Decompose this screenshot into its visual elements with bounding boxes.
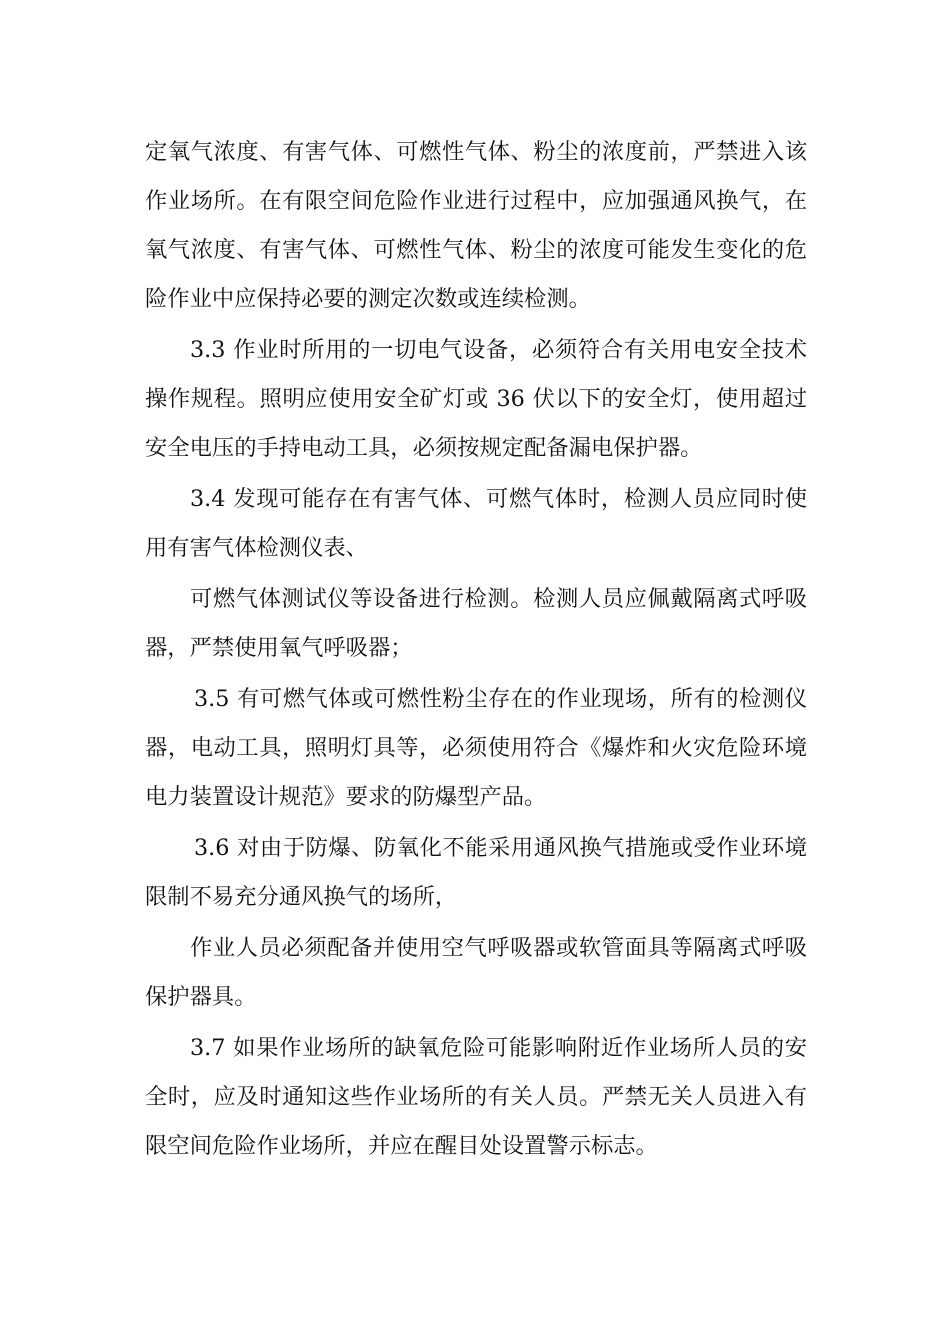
paragraph-3-6: 3.6 对由于防爆、防氧化不能采用通风换气措施或受作业环境限制不易充分通风换气的场所，: [145, 835, 807, 910]
paragraph-3-4-continued: 可燃气体测试仪等设备进行检测。检测人员应佩戴隔离式呼吸器，严禁使用氧气呼吸器；: [145, 586, 807, 661]
paragraph-3-4: 3.4 发现可能存在有害气体、可燃气体时，检测人员应同时使用有害气体检测仪表、: [145, 486, 807, 561]
paragraph-3-6-continued: 作业人员必须配备并使用空气呼吸器或软管面具等隔离式呼吸保护器具。: [145, 935, 807, 1010]
paragraph-continuation: 定氧气浓度、有害气体、可燃性气体、粉尘的浓度前，严禁进入该作业场所。在有限空间危险作业进行过程中，应加强通风换气，在氧气浓度、有害气体、可燃性气体、粉尘的浓度可能发生变化的危险作业中应保持必要的测定次数或连续检测。: [145, 139, 807, 312]
paragraph-3-5: 3.5 有可燃气体或可燃性粉尘存在的作业现场，所有的检测仪器，电动工具，照明灯具等，必须使用符合《爆炸和火灾危险环境电力装置设计规范》要求的防爆型产品。: [145, 686, 807, 810]
paragraph-3-3: 3.3 作业时所用的一切电气设备，必须符合有关用电安全技术操作规程。照明应使用安全矿灯或 36 伏以下的安全灯，使用超过安全电压的手持电动工具，必须按规定配备漏电保护器。: [145, 337, 807, 461]
document-body: [145, 128, 807, 1171]
paragraph-3-7: 3.7 如果作业场所的缺氧危险可能影响附近作业场所人员的安全时，应及时通知这些作业场所的有关人员。严禁无关人员进入有限空间危险作业场所，并应在醒目处设置警示标志。: [145, 1035, 807, 1159]
